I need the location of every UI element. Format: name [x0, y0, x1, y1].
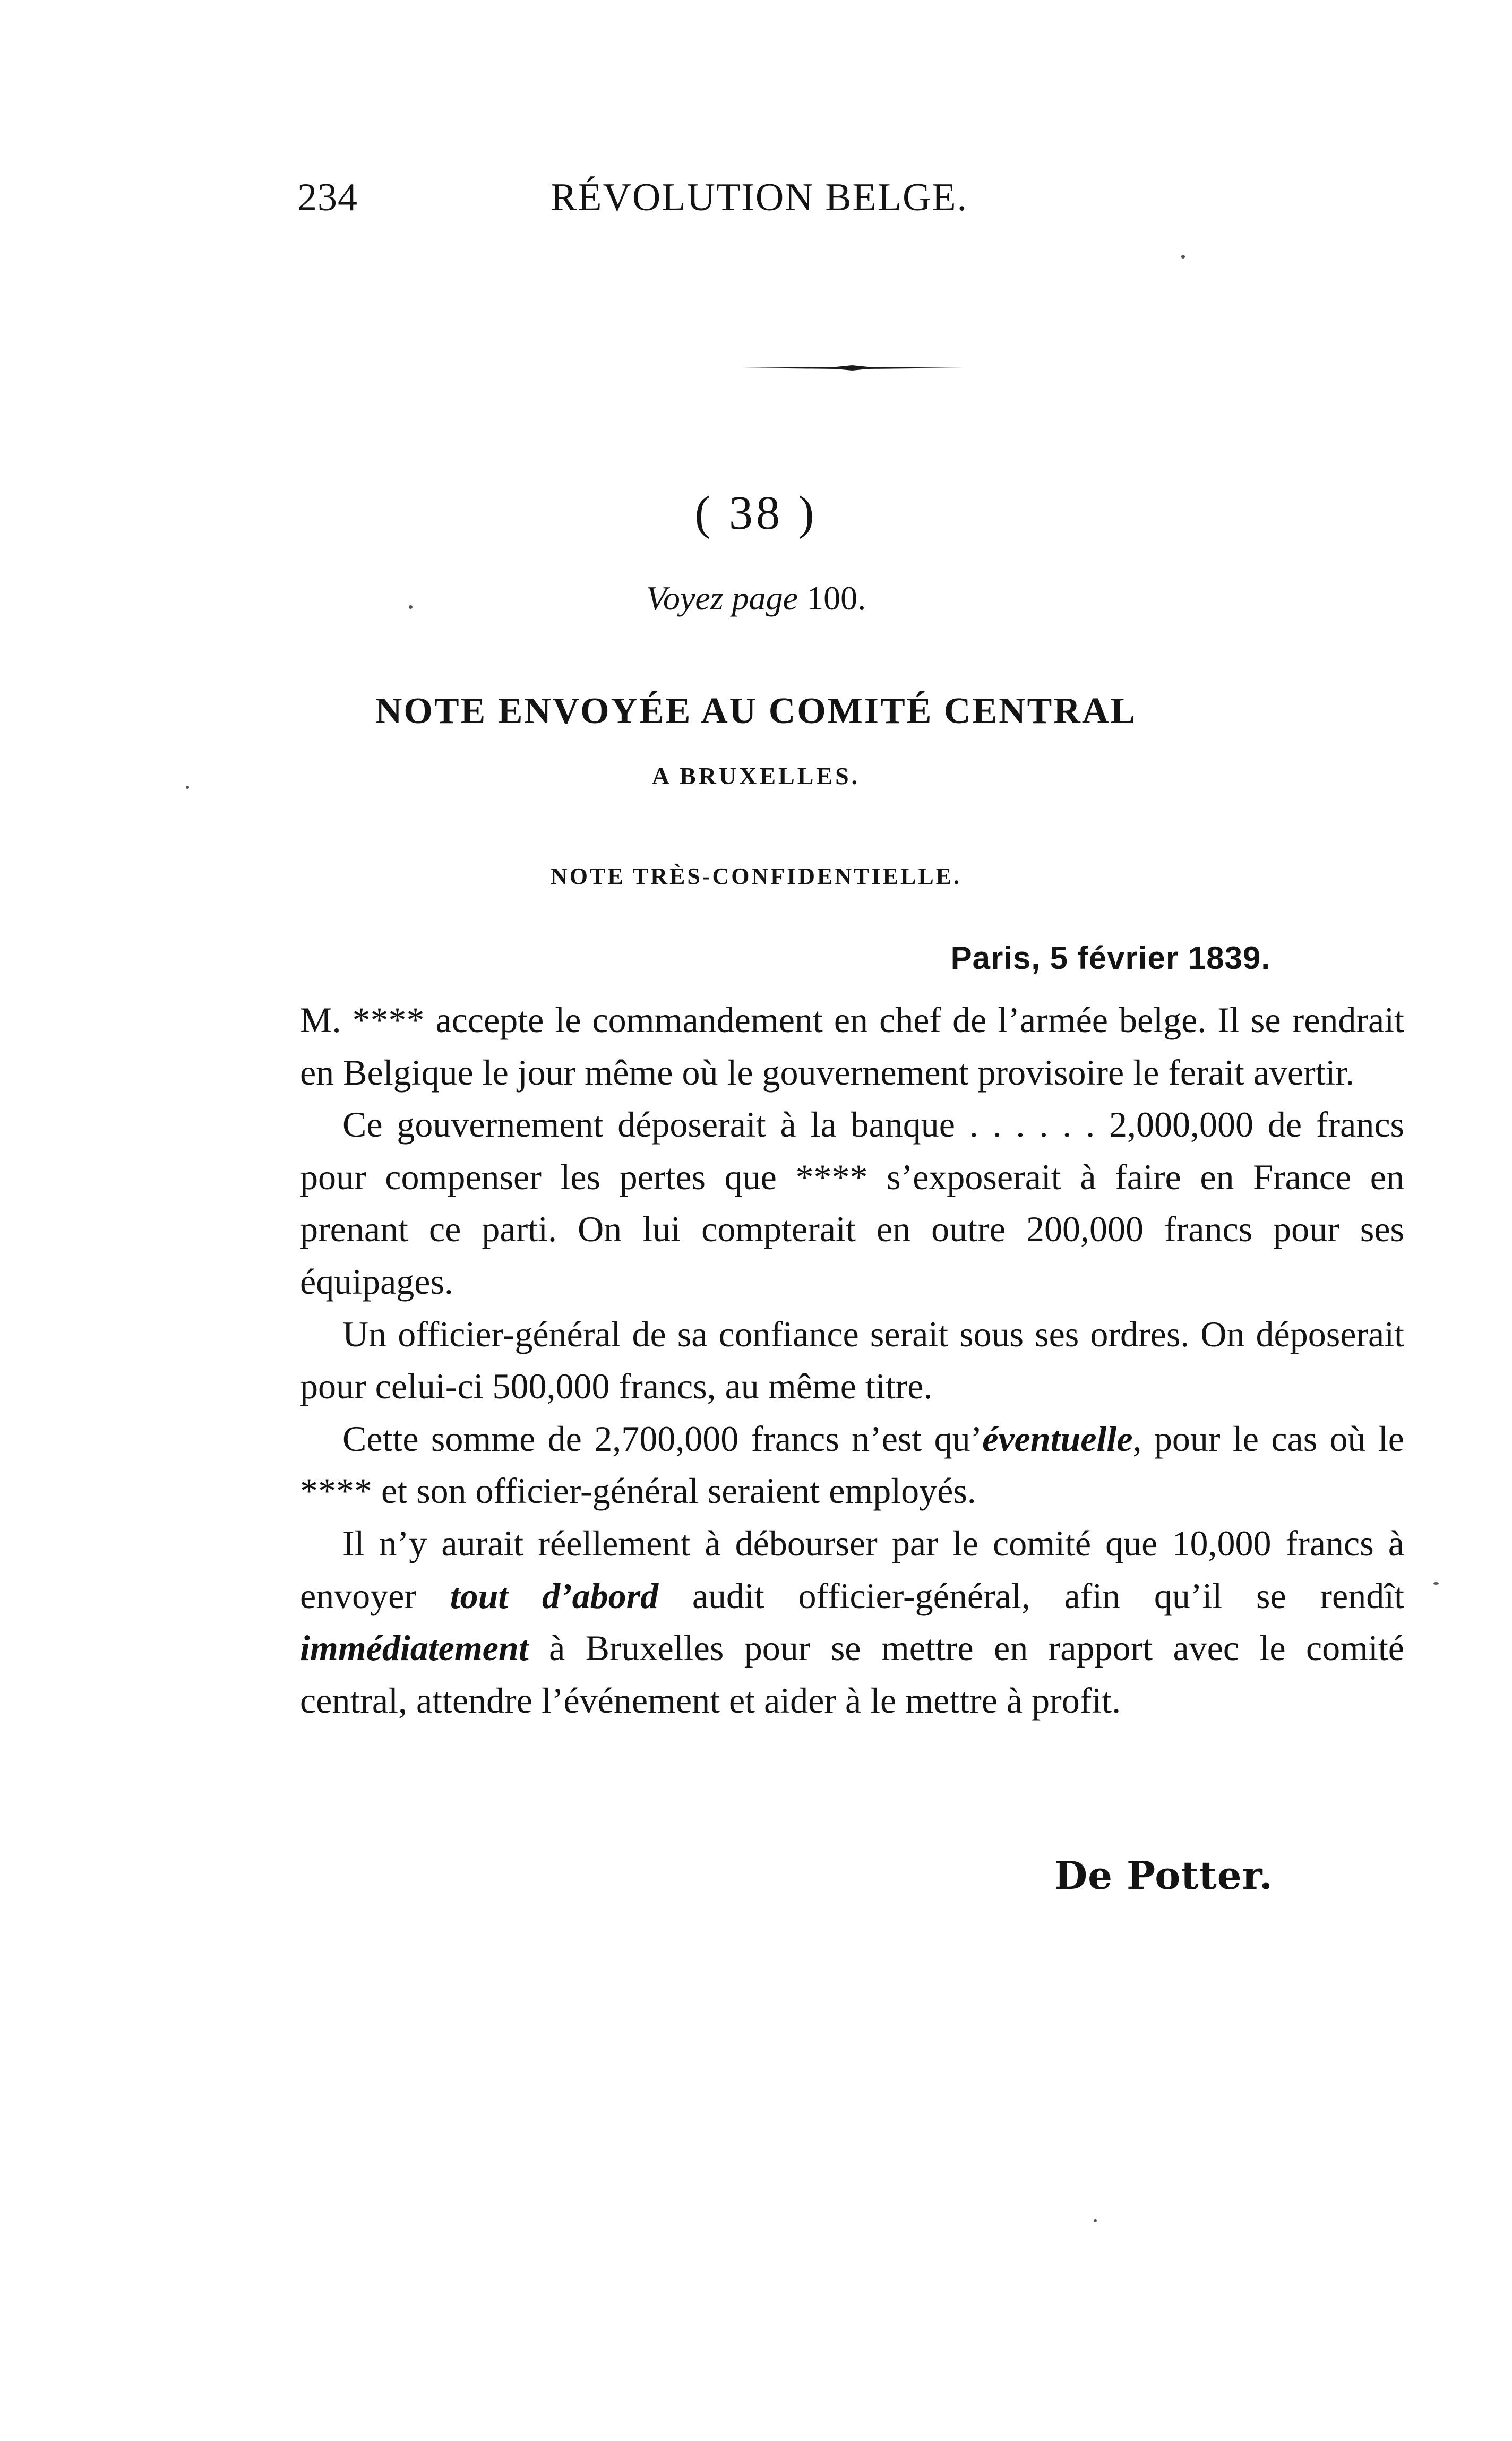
paragraph-5-text-a: Il n’y aurait réellement à débourser par le comité que 10,000 francs à envoyer [300, 1523, 1404, 1616]
running-title: RÉVOLUTION BELGE. [550, 176, 968, 219]
running-head [297, 175, 1221, 234]
note-body [300, 994, 1404, 1726]
ornamental-rule [741, 365, 964, 371]
paragraph-4-emphasis: éventuelle [982, 1418, 1133, 1459]
confidential-label: NOTE TRÈS-CONFIDENTIELLE. [550, 863, 962, 889]
page-reference [0, 579, 1512, 618]
paragraph-4-text-b: , pour le cas où le **** et son officier-général seraient employés. [300, 1418, 1404, 1511]
paragraph-5-text-c: à Bruxelles pour se mettre en rapport avec le comité central, attendre l’événement et aider à le mettre à profit. [300, 1628, 1404, 1721]
paragraph-5-text-b: audit officier-général, afin qu’il se rendît [658, 1575, 1404, 1616]
paragraph-2: Ce gouvernement déposerait à la banque . . . . . . 2,000,000 de francs pour compenser les pertes que **** s’exposerait à faire en France en prenant ce parti. On lui compterait en outre 200,000 francs pour ses équipages. [300, 1104, 1404, 1302]
paragraph-3: Un officier-général de sa confiance serait sous ses ordres. On déposerait pour celui-ci 500,000 francs, au même titre. [300, 1313, 1404, 1407]
print-speck [1094, 2219, 1097, 2222]
reference-label: Voyez page [646, 579, 798, 617]
print-speck [1433, 1582, 1439, 1585]
print-speck [186, 786, 189, 789]
note-heading: NOTE ENVOYÉE AU COMITÉ CENTRAL [375, 691, 1137, 732]
print-speck [409, 605, 413, 609]
page-number: 234 [297, 176, 358, 219]
dateline: Paris, 5 février 1839. [950, 940, 1270, 976]
print-speck [1181, 255, 1185, 259]
reference-page: 100. [806, 579, 866, 617]
paragraph-4 [300, 1413, 1404, 1517]
paragraph-5-emphasis-b: immédiatement [300, 1628, 529, 1669]
paragraph-5-emphasis-a: tout d’abord [450, 1575, 659, 1616]
paragraph-5 [300, 1517, 1404, 1726]
document-number: ( 38 ) [694, 487, 818, 539]
paragraph-1: M. **** accepte le commandement en chef de l’armée belge. Il se rendrait en Belgique le jour même où le gouvernement provisoire le ferait avertir. [300, 1000, 1404, 1093]
note-subheading: A BRUXELLES. [651, 762, 861, 789]
paragraph-4-text-a: Cette somme de 2,700,000 francs n’est qu’ [342, 1418, 983, 1459]
signature: De Potter. [1054, 1853, 1273, 1898]
